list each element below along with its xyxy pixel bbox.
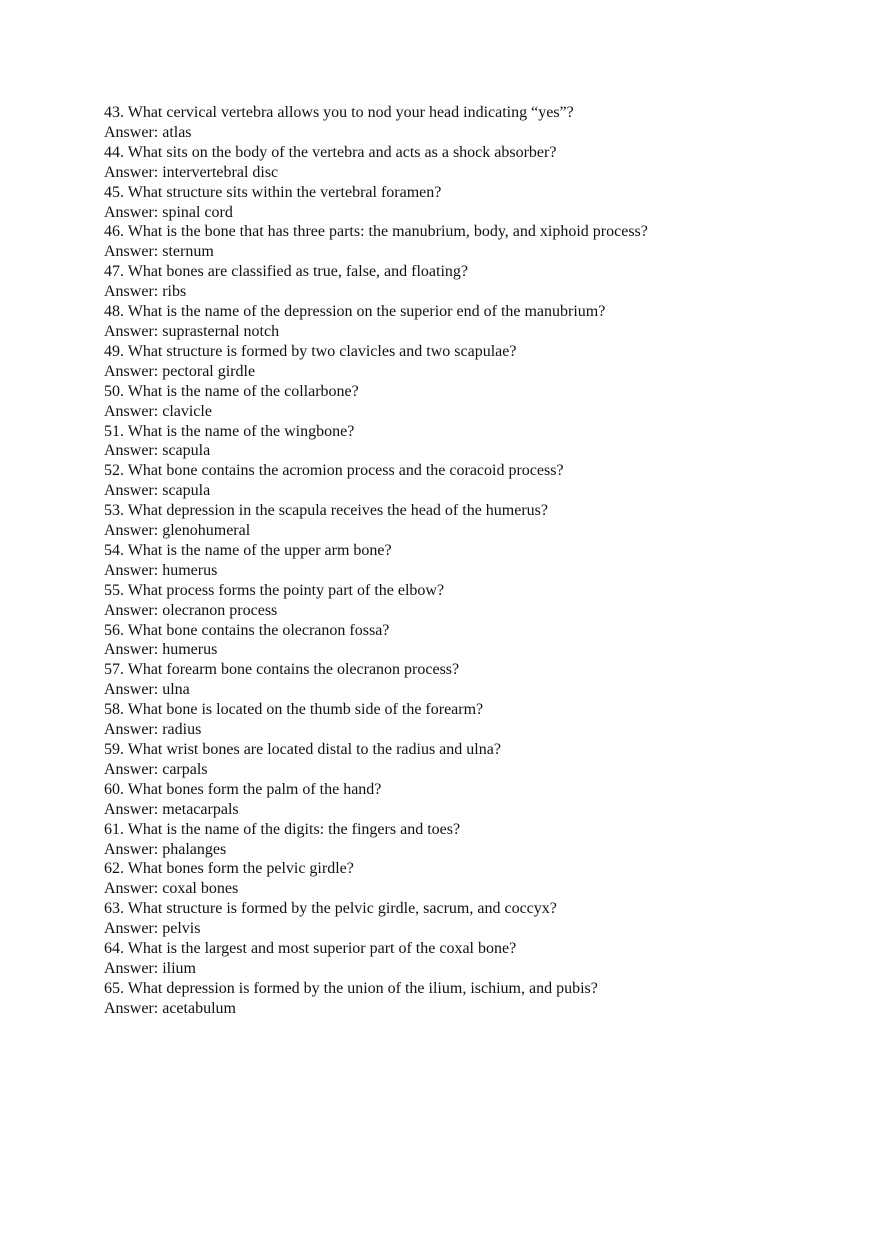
question-text: 43. What cervical vertebra allows you to nod your head indicating “yes”?	[104, 104, 574, 121]
answer-text: Answer: atlas	[104, 123, 192, 141]
question-text: 57. What forearm bone contains the olecranon process?	[104, 661, 460, 679]
question-text: 60. What bones form the palm of the hand?	[104, 780, 382, 798]
answer-text: Answer: ribs	[104, 283, 187, 301]
question-text: 50. What is the name of the collarbone?	[104, 382, 359, 400]
answer-text: Answer: metacarpals	[104, 800, 239, 818]
answer-text: Answer: carpals	[104, 760, 208, 778]
answer-text: Answer: pectoral girdle	[104, 362, 256, 380]
question-text: 59. What wrist bones are located distal to the radius and ulna?	[104, 741, 501, 758]
answer-text: Answer: scapula	[104, 482, 211, 500]
answer-text: Answer: pelvis	[104, 920, 201, 938]
question-text: 65. What depression is formed by the union of the ilium, ischium, and pubis?	[104, 979, 598, 997]
answer-text: Answer: intervertebral disc	[104, 163, 279, 181]
answer-text: Answer: ilium	[104, 959, 196, 977]
question-answer-list	[104, 103, 648, 1019]
answer-text: Answer: ulna	[104, 681, 190, 699]
question-text: 58. What bone is located on the thumb side of the forearm?	[104, 701, 484, 719]
question-text: 56. What bone contains the olecranon fossa?	[104, 621, 390, 639]
question-text: 64. What is the largest and most superior part of the coxal bone?	[104, 940, 517, 958]
answer-text: Answer: clavicle	[104, 402, 212, 420]
answer-text: Answer: olecranon process	[104, 601, 278, 619]
question-text: 47. What bones are classified as true, false, and floating?	[104, 263, 469, 281]
question-text: 63. What structure is formed by the pelvic girdle, sacrum, and coccyx?	[104, 900, 557, 918]
question-text: 48. What is the name of the depression on the superior end of the manubrium?	[104, 303, 606, 321]
question-text: 44. What sits on the body of the vertebra and acts as a shock absorber?	[104, 143, 557, 161]
question-text: 51. What is the name of the wingbone?	[104, 422, 355, 440]
answer-text: Answer: glenohumeral	[104, 522, 251, 540]
answer-text: Answer: humerus	[104, 641, 218, 659]
question-text: 49. What structure is formed by two clavicles and two scapulae?	[104, 342, 517, 360]
answer-text: Answer: scapula	[104, 442, 211, 460]
question-text: 61. What is the name of the digits: the fingers and toes?	[104, 820, 461, 838]
answer-text: Answer: acetabulum	[104, 999, 236, 1017]
question-text: 62. What bones form the pelvic girdle?	[104, 860, 354, 878]
question-text: 53. What depression in the scapula receives the head of the humerus?	[104, 502, 548, 520]
question-text: 54. What is the name of the upper arm bone?	[104, 541, 392, 559]
answer-text: Answer: sternum	[104, 243, 214, 261]
question-text: 55. What process forms the pointy part of the elbow?	[104, 581, 445, 599]
answer-text: Answer: phalanges	[104, 840, 227, 858]
question-text: 45. What structure sits within the vertebral foramen?	[104, 183, 442, 201]
answer-text: Answer: spinal cord	[104, 203, 233, 221]
question-text: 46. What is the bone that has three parts: the manubrium, body, and xiphoid process?	[104, 223, 648, 241]
answer-text: Answer: radius	[104, 721, 202, 739]
answer-text: Answer: coxal bones	[104, 880, 239, 898]
question-text: 52. What bone contains the acromion process and the coracoid process?	[104, 462, 564, 480]
answer-text: Answer: suprasternal notch	[104, 322, 280, 340]
answer-text: Answer: humerus	[104, 561, 218, 579]
